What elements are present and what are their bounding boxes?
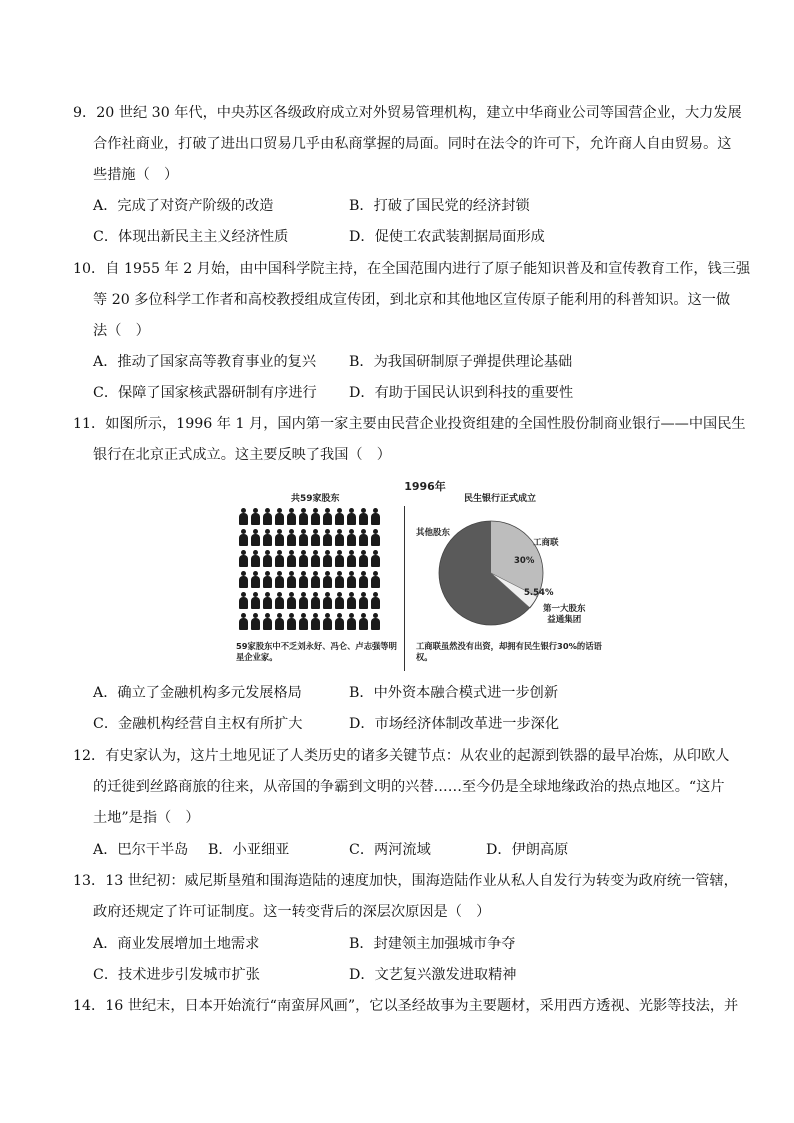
option-c[interactable]: C．两河流域	[349, 842, 431, 858]
person-icon	[274, 613, 285, 632]
question-stem-line: 9．20 世纪 30 年代，中央苏区各级政府成立对外贸易管理机构，建立中华商业公司等国营企业，大力发展	[73, 105, 742, 121]
person-icon	[262, 550, 273, 569]
person-icon	[334, 571, 345, 590]
person-icon	[286, 550, 297, 569]
option-a[interactable]: A．确立了金融机构多元发展格局	[93, 685, 302, 701]
person-icon	[334, 613, 345, 632]
person-icon	[358, 592, 369, 611]
question-11	[73, 409, 746, 471]
people-row	[238, 529, 398, 548]
person-icon	[286, 529, 297, 548]
person-icon	[334, 550, 345, 569]
person-icon	[238, 508, 249, 527]
person-icon	[310, 613, 321, 632]
question-13	[73, 866, 738, 928]
person-icon	[286, 613, 297, 632]
person-icon	[310, 550, 321, 569]
option-d[interactable]: D．促使工农武装割据局面形成	[349, 229, 545, 245]
person-icon	[334, 592, 345, 611]
person-icon	[370, 508, 381, 527]
option-a[interactable]: A．推动了国家高等教育事业的复兴	[93, 354, 317, 370]
person-icon	[274, 529, 285, 548]
question-9	[73, 98, 742, 191]
person-icon	[358, 613, 369, 632]
person-icon	[274, 508, 285, 527]
pie-label-top-percent: 5.54%	[524, 588, 554, 598]
person-icon	[298, 550, 309, 569]
person-icon	[370, 529, 381, 548]
shareholder-figure	[236, 478, 614, 674]
person-icon	[286, 592, 297, 611]
person-icon	[322, 571, 333, 590]
question-12	[73, 741, 733, 834]
person-icon	[250, 613, 261, 632]
figure-divider	[404, 506, 405, 671]
pie-label-acfic: 工商联	[533, 538, 559, 548]
person-icon	[262, 529, 273, 548]
option-c[interactable]: C．保障了国家核武器研制有序进行	[93, 385, 317, 401]
person-icon	[370, 550, 381, 569]
option-d[interactable]: D．市场经济体制改革进一步深化	[349, 716, 560, 732]
person-icon	[346, 613, 357, 632]
option-d[interactable]: D．伊朗高原	[486, 842, 569, 858]
person-icon	[286, 508, 297, 527]
person-icon	[238, 613, 249, 632]
person-icon	[322, 508, 333, 527]
figure-note-right: 工商联虽然没有出资，却拥有民生银行30%的话语权。	[416, 641, 602, 662]
people-row	[238, 508, 398, 527]
option-c[interactable]: C．技术进步引发城市扩张	[93, 967, 260, 983]
person-icon	[358, 571, 369, 590]
question-stem-line: 合作社商业，打破了进出口贸易几乎由私商掌握的局面。同时在法令的许可下，允许商人自由贸易。这	[93, 136, 732, 152]
person-icon	[346, 529, 357, 548]
option-d[interactable]: D．有助于国民认识到科技的重要性	[349, 385, 574, 401]
person-icon	[310, 571, 321, 590]
question-stem-line: 的迁徙到丝路商旅的往来，从帝国的争霸到文明的兴替……至今仍是全球地缘政治的热点地区。“这片	[93, 779, 725, 795]
person-icon	[298, 571, 309, 590]
person-icon	[262, 592, 273, 611]
person-icon	[322, 613, 333, 632]
people-row	[238, 613, 398, 632]
person-icon	[358, 529, 369, 548]
option-a[interactable]: A．商业发展增加土地需求	[93, 936, 260, 952]
top-holder-line1: 第一大股东	[543, 604, 586, 614]
person-icon	[370, 613, 381, 632]
person-icon	[310, 529, 321, 548]
option-b[interactable]: B．打破了国民党的经济封锁	[349, 198, 530, 214]
person-icon	[370, 592, 381, 611]
person-icon	[262, 613, 273, 632]
person-icon	[250, 529, 261, 548]
question-stem-line: 政府还规定了许可证制度。这一转变背后的深层次原因是（ ）	[93, 904, 491, 920]
option-a[interactable]: A．巴尔干半岛	[93, 842, 189, 858]
question-stem-line: 12．有史家认为，这片土地见证了人类历史的诸多关键节点：从农业的起源到铁器的最早冶炼，从印欧人	[73, 748, 730, 764]
person-icon	[274, 550, 285, 569]
ownership-pie-chart	[436, 518, 546, 628]
person-icon	[322, 592, 333, 611]
person-icon	[346, 550, 357, 569]
person-icon	[346, 592, 357, 611]
question-stem-line: 土地”是指（ ）	[93, 810, 200, 826]
person-icon	[262, 571, 273, 590]
person-icon	[310, 592, 321, 611]
people-row	[238, 592, 398, 611]
top-holder-line2: 益通集团	[547, 615, 582, 625]
question-stem-line: 13．13 世纪初：威尼斯垦殖和围海造陆的速度加快，围海造陆作业从私人自发行为转变为政府统一管辖，	[73, 873, 738, 889]
person-icon	[250, 550, 261, 569]
person-icon	[322, 550, 333, 569]
person-icon	[250, 571, 261, 590]
person-icon	[322, 529, 333, 548]
question-stem-line: 14．16 世纪末，日本开始流行“南蛮屏风画”，它以圣经故事为主要题材，采用西方透视、光影等技法，并	[73, 998, 739, 1014]
question-stem-line: 银行在北京正式成立。这主要反映了我国（ ）	[93, 447, 391, 463]
person-icon	[334, 529, 345, 548]
question-stem-line: 些措施（ ）	[93, 167, 179, 183]
question-stem-line: 11．如图所示，1996 年 1 月，国内第一家主要由民营企业投资组建的全国性股份制商业银行——中国民生	[73, 416, 746, 432]
person-icon	[298, 508, 309, 527]
person-icon	[274, 571, 285, 590]
person-icon	[298, 592, 309, 611]
question-stem-line: 等 20 多位科学工作者和高校教授组成宣传团，到北京和其他地区宣传原子能利用的科普知识。这一做	[93, 292, 731, 308]
option-b[interactable]: B．封建领主加强城市争夺	[349, 936, 516, 952]
person-icon	[358, 550, 369, 569]
option-c[interactable]: C．体现出新民主主义经济性质	[93, 229, 289, 245]
pie-label-top-holder	[543, 604, 586, 626]
person-icon	[286, 571, 297, 590]
people-row	[238, 571, 398, 590]
option-c[interactable]: C．金融机构经营自主权有所扩大	[93, 716, 303, 732]
person-icon	[298, 613, 309, 632]
person-icon	[238, 571, 249, 590]
person-icon	[238, 550, 249, 569]
question-10	[73, 254, 751, 347]
figure-note-left: 59家股东中不乏刘永好、冯仑、卢志强等明星企业家。	[236, 641, 397, 662]
figure-title: 1996年	[404, 480, 446, 493]
pie-label-other-shareholders: 其他股东	[416, 528, 451, 538]
shareholder-people-icons	[238, 508, 398, 634]
person-icon	[358, 508, 369, 527]
option-b[interactable]: B．小亚细亚	[208, 842, 290, 858]
person-icon	[250, 592, 261, 611]
option-d[interactable]: D．文艺复兴激发进取精神	[349, 967, 517, 983]
person-icon	[250, 508, 261, 527]
person-icon	[346, 571, 357, 590]
pie-label-acfic-percent: 30%	[514, 556, 535, 566]
person-icon	[346, 508, 357, 527]
option-a[interactable]: A．完成了对资产阶级的改造	[93, 198, 274, 214]
question-stem-line: 法（ ）	[93, 323, 150, 339]
option-b[interactable]: B．为我国研制原子弹提供理论基础	[349, 354, 573, 370]
person-icon	[262, 508, 273, 527]
question-stem-line: 10．自 1955 年 2 月始，由中国科学院主持，在全国范围内进行了原子能知识普及和宣传教育工作，钱三强	[73, 261, 751, 277]
person-icon	[334, 508, 345, 527]
person-icon	[298, 529, 309, 548]
person-icon	[274, 592, 285, 611]
person-icon	[238, 592, 249, 611]
person-icon	[370, 571, 381, 590]
people-row	[238, 550, 398, 569]
option-b[interactable]: B．中外资本融合模式进一步创新	[349, 685, 559, 701]
bank-established-title: 民生银行正式成立	[464, 494, 537, 504]
person-icon	[238, 529, 249, 548]
person-icon	[310, 508, 321, 527]
question-14	[73, 991, 739, 1022]
shareholders-count-title: 共59家股东	[291, 494, 340, 504]
